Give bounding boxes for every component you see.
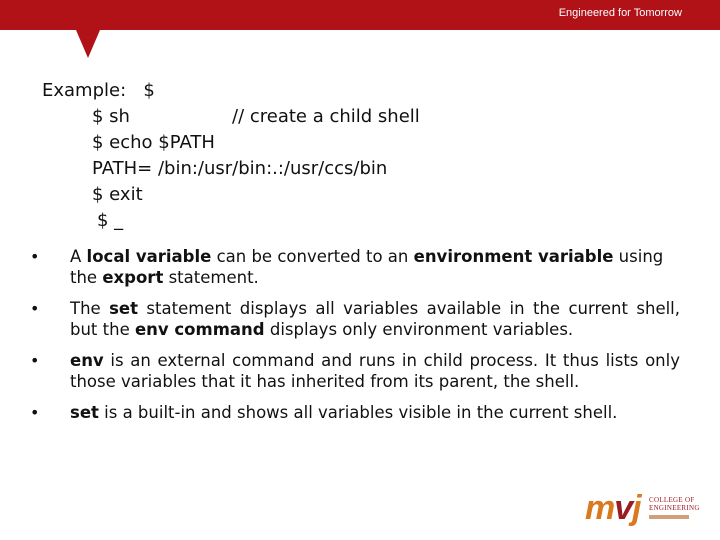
- bullet-item: [30, 350, 680, 392]
- code-line: [92, 182, 387, 208]
- logo-letter-v: v: [614, 489, 633, 527]
- logo-letter-j: j: [632, 489, 641, 527]
- bullet-dot: •: [30, 403, 40, 422]
- example-label: Example:: [42, 80, 127, 101]
- bullet-text: is an external command and runs in child process. It thus lists only those variables that it has inherited from its parent, the shell.: [70, 351, 680, 391]
- code-line: [92, 104, 420, 130]
- bullet-bold: env command: [134, 320, 265, 339]
- bullet-bold: export: [102, 268, 164, 287]
- bullet-item: [30, 246, 680, 288]
- header-bar: [0, 0, 720, 60]
- code-line-text: $ echo $PATH: [92, 132, 215, 153]
- code-line: [92, 130, 387, 156]
- bullet-item: [30, 298, 680, 340]
- bullet-bold: set: [109, 299, 139, 318]
- bullet-bold: set: [70, 403, 99, 422]
- code-line-text: PATH= /bin:/usr/bin:.:/usr/ccs/bin: [92, 158, 388, 179]
- code-line: [92, 156, 387, 182]
- bullet-bold: env: [70, 351, 104, 370]
- code-line-text: $ _: [97, 210, 124, 231]
- bullet-list: [30, 246, 680, 433]
- bullet-bold: local variable: [86, 247, 212, 266]
- code-example: [42, 78, 420, 234]
- tagline: Engineered for Tomorrow: [558, 7, 682, 19]
- code-comment: // create a child shell: [232, 106, 420, 127]
- bullet-dot: •: [30, 247, 40, 266]
- logo-underline: [649, 515, 689, 519]
- bullet-text: using the: [70, 247, 664, 287]
- code-line-text: $ sh: [92, 106, 130, 127]
- bullet-dot: •: [30, 299, 40, 318]
- bullet-text: displays only environment variables.: [264, 320, 574, 339]
- logo-letters: [585, 488, 641, 528]
- bullet-item: [30, 402, 680, 423]
- first-prompt: $: [143, 80, 155, 101]
- code-line: [97, 208, 392, 234]
- logo-college-text: [649, 496, 700, 519]
- logo-college-line2: ENGINEERING: [649, 504, 700, 512]
- bullet-text: statement displays all variables available in the current shell, but the: [70, 299, 681, 339]
- code-line-header: [42, 78, 337, 104]
- bullet-text: can be converted to an: [211, 247, 414, 266]
- logo-college-line1: COLLEGE OF: [649, 496, 695, 504]
- logo-letter-m: m: [585, 489, 615, 527]
- bullet-dot: •: [30, 351, 40, 370]
- code-line-text: $ exit: [92, 184, 143, 205]
- bullet-text: is a built-in and shows all variables visible in the current shell.: [98, 403, 618, 422]
- bullet-text: statement.: [163, 268, 259, 287]
- bullet-text: A: [70, 247, 87, 266]
- bullet-text: The: [70, 299, 110, 318]
- bullet-bold: environment variable: [413, 247, 614, 266]
- mvj-logo: [585, 489, 700, 530]
